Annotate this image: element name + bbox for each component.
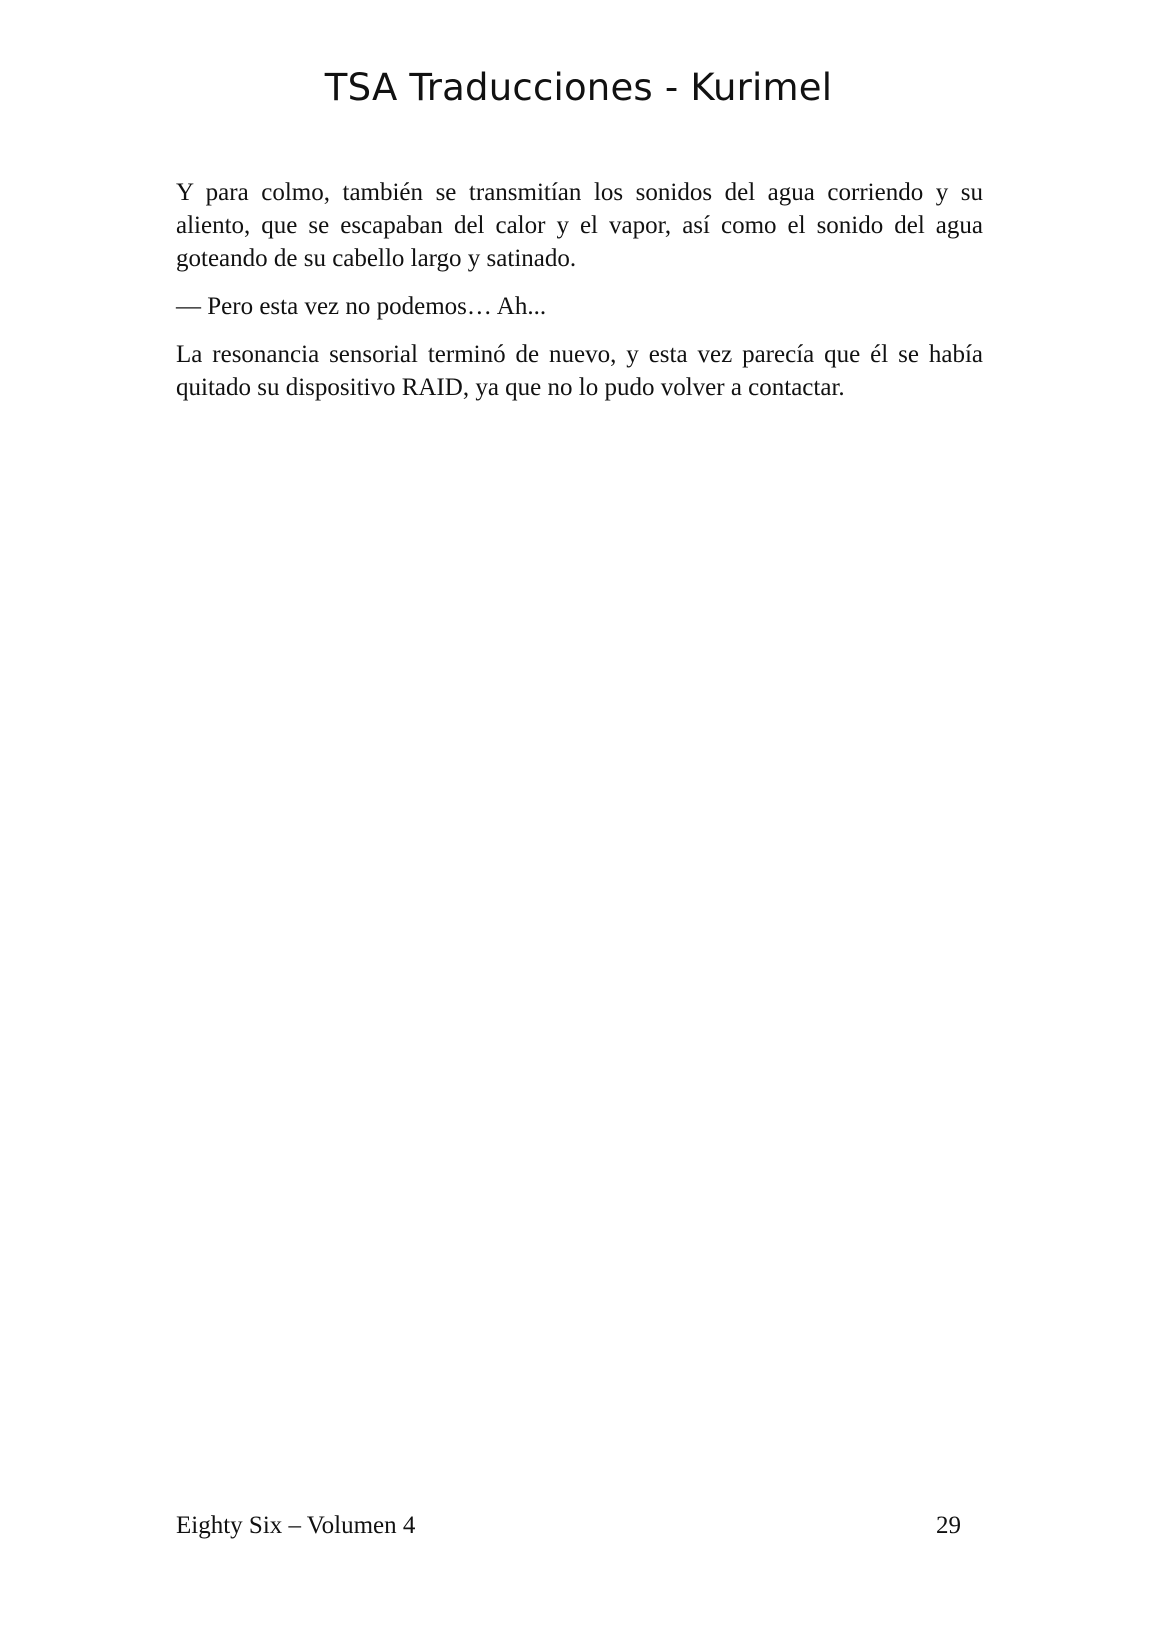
page-number: 29	[936, 1512, 961, 1539]
footer-book-title: Eighty Six – Volumen 4	[176, 1512, 416, 1539]
paragraph: Y para colmo, también se transmitían los sonidos del agua corriendo y su aliento, que se escapaban del calor y el vapor, así como el sonido del agua goteando de su cabello largo y satinado.	[176, 179, 983, 272]
paragraph: La resonancia sensorial terminó de nuevo, y esta vez parecía que él se había quitado su dispositivo RAID, ya que no lo pudo volver a contactar.	[176, 341, 983, 401]
body-text	[176, 176, 983, 419]
paragraph: — Pero esta vez no podemos… Ah...	[176, 293, 547, 320]
page-header-title: TSA Traducciones - Kurimel	[324, 66, 833, 109]
